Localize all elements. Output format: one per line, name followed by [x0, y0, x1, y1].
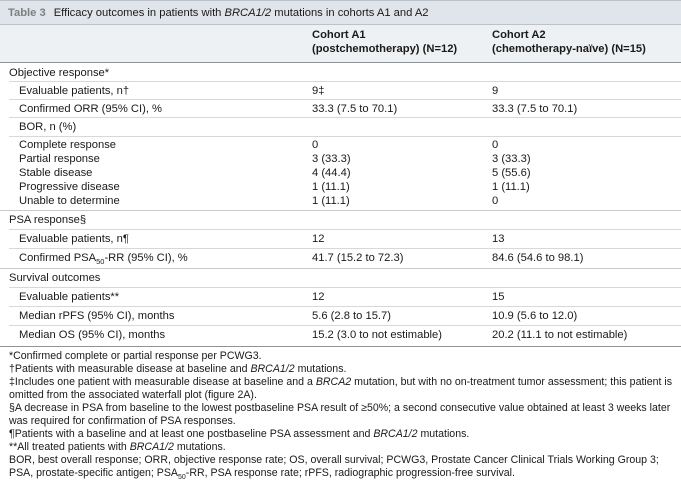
- subsection-header-bor: BOR, n (%): [19, 121, 77, 133]
- abbreviations-footnote: BOR, best overall response; ORR, objective response rate; OS, overall survival; PCWG3, Prostate Cancer Clinical Trials Working Group 3; PSA, prostate-specific antigen; $PSA_{50}-RR$, PSA response rate; rPFS, radiographic progression-free survival.: [9, 454, 659, 482]
- footnote: *Confirmed complete or partial response per PCWG3.: [9, 350, 262, 362]
- table-row: Median rPFS (95% CI), months 5.6 (2.8 to 15.7) 10.9 (5.6 to 12.0): [19, 310, 578, 322]
- column-header-cohort-a1: Cohort A1 (postchemotherapy) (N=12): [312, 29, 458, 55]
- table-row: Confirmed ORR (95% CI), % 33.3 (7.5 to 70.1) 33.3 (7.5 to 70.1): [19, 103, 578, 115]
- section-header-objective-response: Objective response*: [9, 67, 110, 79]
- divider: [9, 229, 681, 230]
- table-row: Unable to determine 1 (11.1) 0: [19, 195, 499, 207]
- section-header-psa-response: PSA response§: [9, 214, 87, 226]
- table-caption: [0, 0, 681, 25]
- divider: [9, 99, 681, 100]
- table-number: Table 3: [8, 6, 46, 19]
- table-row: Stable disease 4 (44.4) 5 (55.6): [19, 167, 531, 179]
- divider: [9, 306, 681, 307]
- table-row: Evaluable patients, n¶ 12 13: [19, 233, 505, 245]
- section-divider: [0, 210, 681, 211]
- section-divider: [0, 268, 681, 269]
- footnote: ‡Includes one patient with measurable disease at baseline and a BRCA2 mutation, but with no on-treatment tumor assessment; this patient is omitted from the associated waterfall plot (figure 2A).: [9, 376, 673, 401]
- divider: [9, 248, 681, 249]
- table-row: Median OS (95% CI), months 15.2 (3.0 to not estimable) 20.2 (11.1 to not estimable): [19, 329, 628, 341]
- table-header: [0, 25, 681, 63]
- table-row: Confirmed $PSA_{50}-RR$ (95% CI), % 41.7 (15.2 to 72.3) 84.6 (54.6 to 98.1): [19, 252, 584, 267]
- divider: [9, 287, 681, 288]
- table-row: Evaluable patients** 12 15: [19, 291, 505, 303]
- table-row: Progressive disease 1 (11.1) 1 (11.1): [19, 181, 530, 193]
- divider: [9, 81, 681, 82]
- footnote: ¶Patients with a baseline and at least one postbaseline PSA assessment and BRCA1/2 mutations.: [9, 428, 470, 440]
- column-header-cohort-a2: Cohort A2 (chemotherapy-naïve) (N=15): [492, 29, 646, 55]
- table-bottom-rule: [0, 346, 681, 347]
- divider: [9, 325, 681, 326]
- table-row: Complete response 0 0: [19, 139, 499, 151]
- divider: [9, 136, 681, 137]
- footnote: **All treated patients with BRCA1/2 mutations.: [9, 441, 226, 453]
- table-row: Partial response 3 (33.3) 3 (33.3): [19, 153, 531, 165]
- footnote: §A decrease in PSA from baseline to the lowest postbaseline PSA result of ≥50%; a second consecutive value obtained at least 3 weeks later was required for confirmation of PSA responses.: [9, 402, 671, 427]
- footnote: †Patients with measurable disease at baseline and BRCA1/2 mutations.: [9, 363, 347, 375]
- section-header-survival: Survival outcomes: [9, 272, 101, 284]
- table-title: Efficacy outcomes in patients with BRCA1/2 mutations in cohorts A1 and A2: [53, 6, 429, 19]
- divider: [9, 117, 681, 118]
- table-row: Evaluable patients, n† 9‡ 9: [19, 85, 499, 97]
- table-footnotes: [9, 350, 673, 484]
